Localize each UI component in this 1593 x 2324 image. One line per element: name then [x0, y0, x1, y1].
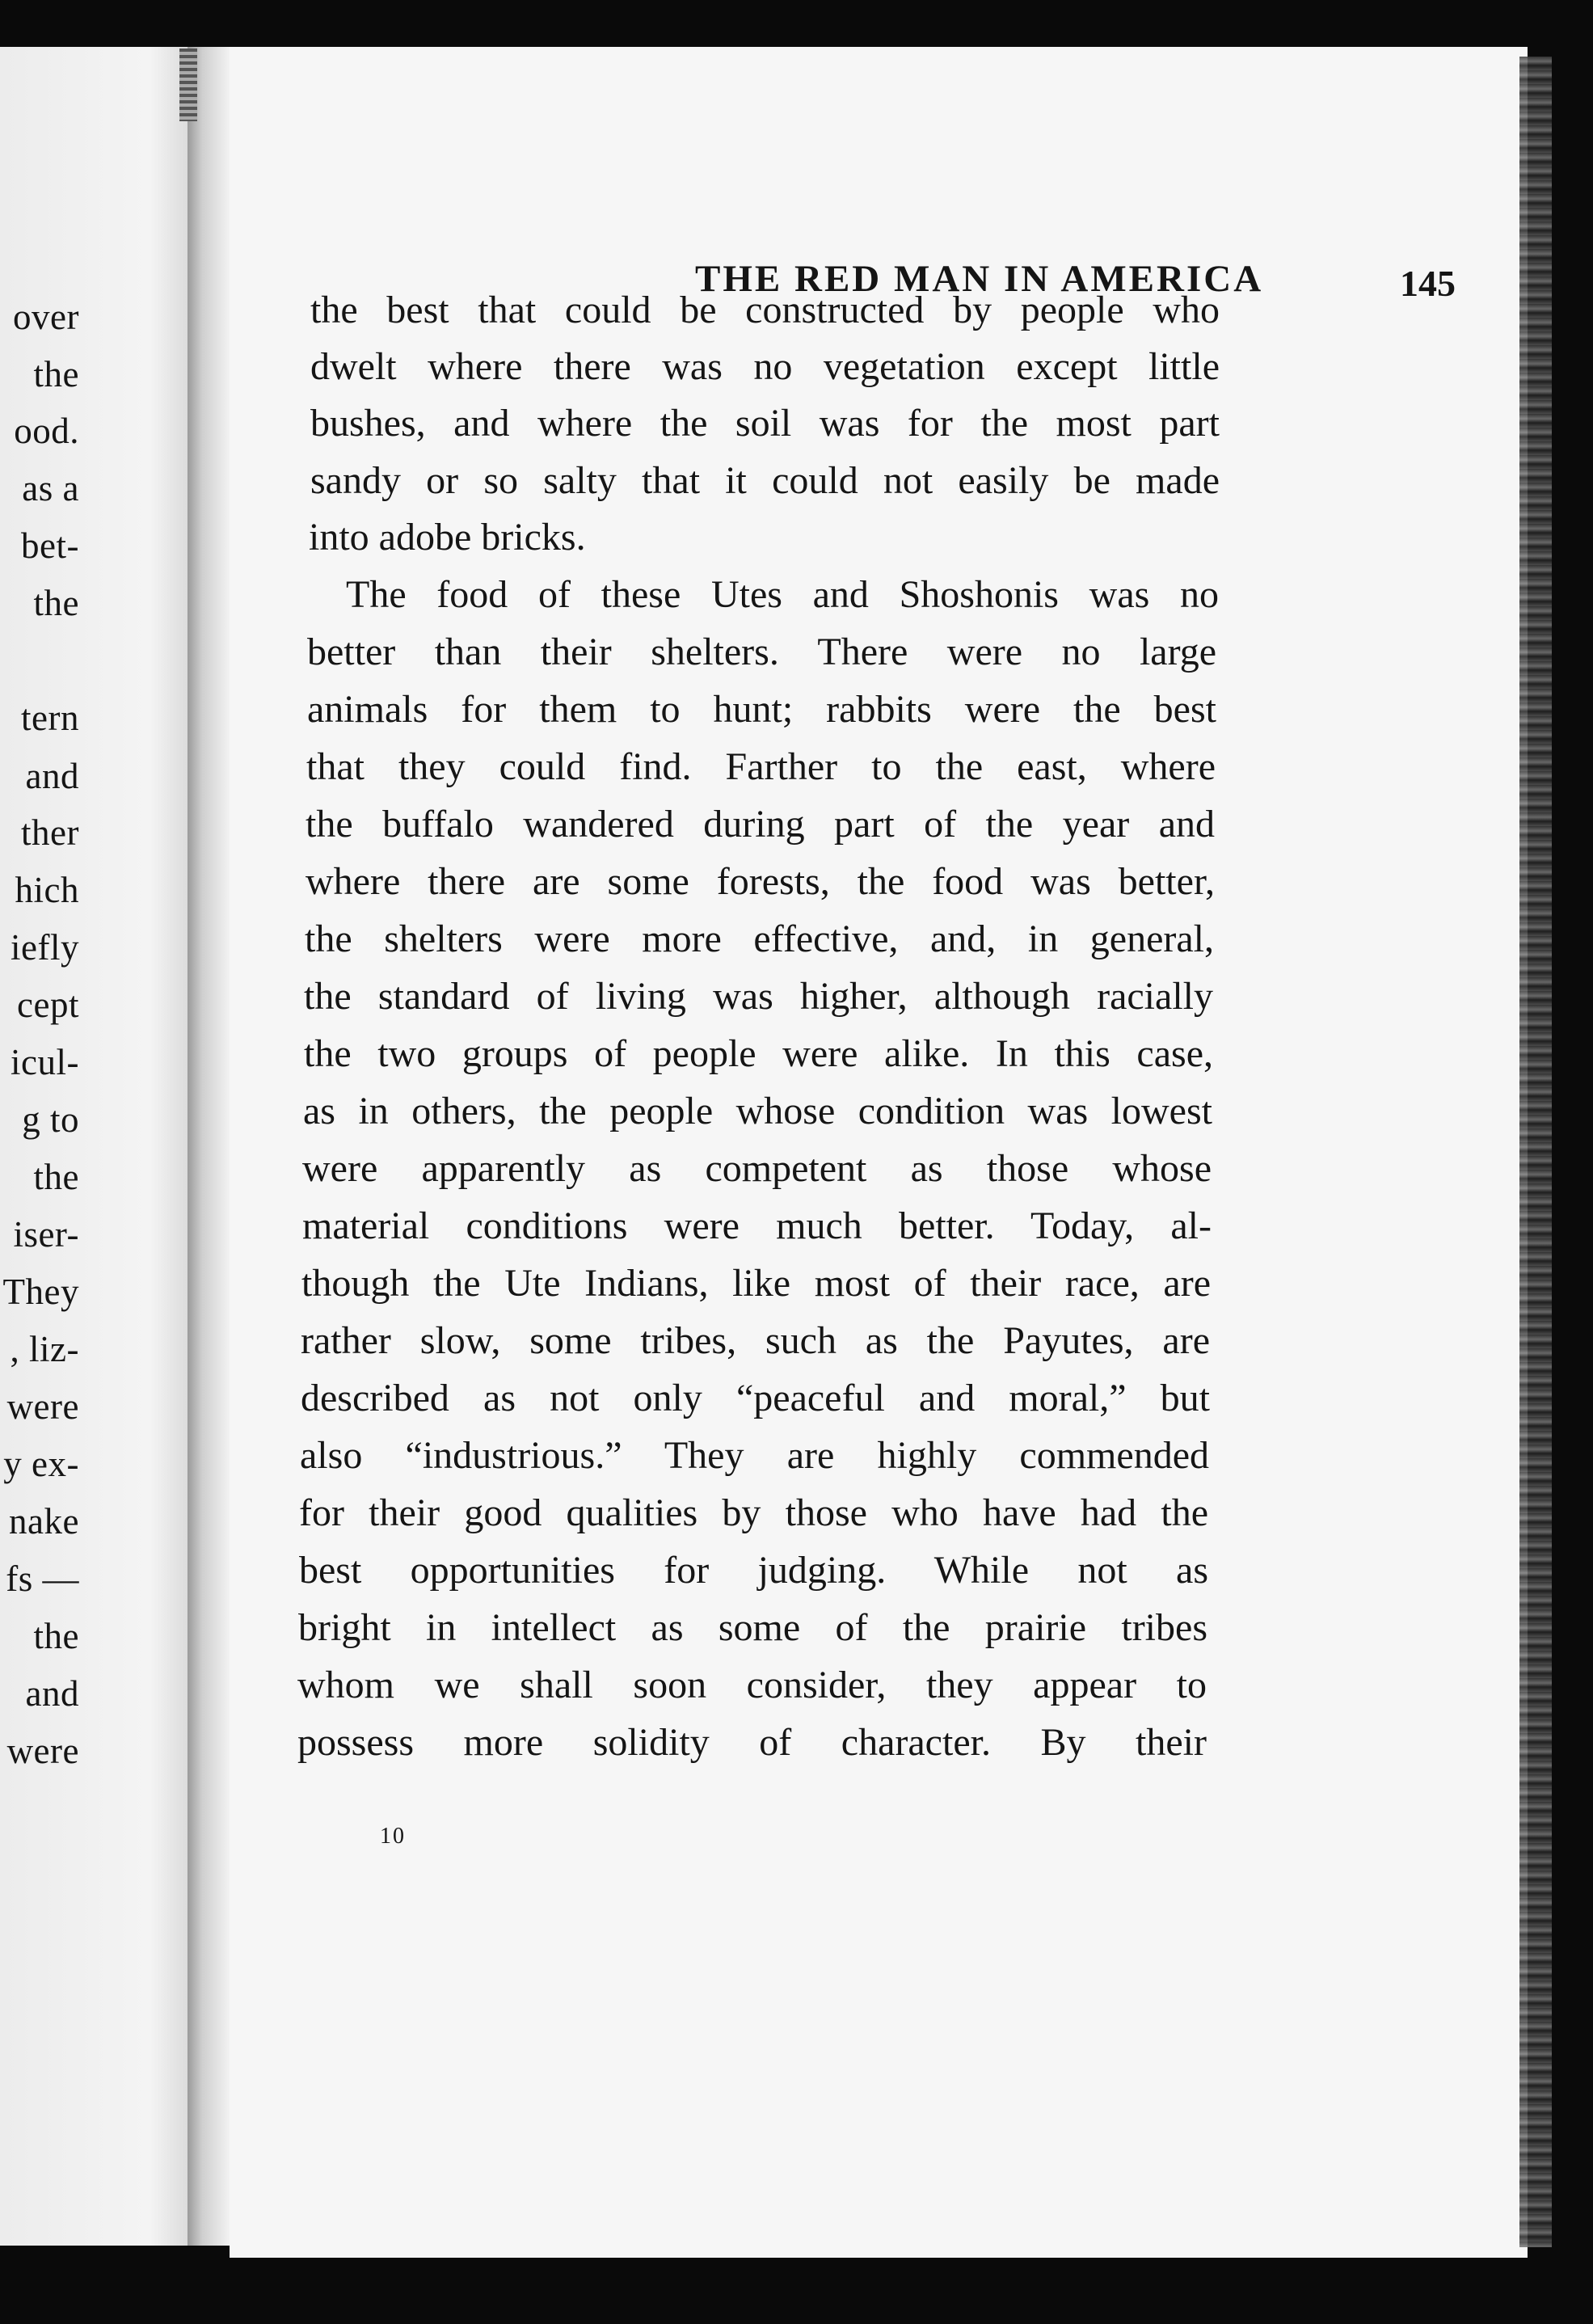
body-line: for their good qualities by those who have had the: [299, 1491, 1208, 1534]
book-gutter: [188, 47, 230, 2246]
body-line: described as not only “peaceful and moral,” but: [301, 1377, 1210, 1419]
left-page-line: g to: [22, 1099, 79, 1140]
left-page-line: were: [6, 1386, 79, 1427]
body-line: though the Ute Indians, like most of their race, are: [301, 1262, 1211, 1305]
body-line: bright in intellect as some of the prairie tribes: [298, 1606, 1207, 1649]
body-line: into adobe bricks.: [309, 516, 586, 559]
left-page-line: ood.: [14, 411, 79, 451]
left-page-line: cept: [17, 985, 79, 1025]
left-page: [0, 47, 188, 2246]
body-line: the best that could be constructed by people who: [310, 289, 1220, 331]
body-line: as in others, the people whose condition was lowest: [303, 1090, 1212, 1132]
body-line: bushes, and where the soil was for the most part: [310, 402, 1220, 445]
left-page-line: fs —: [6, 1558, 79, 1599]
body-line: the standard of living was higher, although racially: [304, 975, 1213, 1018]
body-line: rather slow, some tribes, such as the Payutes, are: [301, 1319, 1210, 1362]
body-line: the two groups of people were alike. In this case,: [304, 1032, 1213, 1075]
left-page-line: and: [25, 756, 79, 796]
body-line: the shelters were more effective, and, in general,: [305, 917, 1214, 960]
body-line: where there are some forests, the food was better,: [306, 860, 1215, 903]
left-page-line: over: [13, 297, 79, 337]
left-page-line: ther: [21, 812, 79, 853]
left-page-line: They: [2, 1272, 79, 1312]
body-line: whom we shall soon consider, they appear to: [297, 1664, 1207, 1706]
body-line: the buffalo wandered during part of the year and: [306, 803, 1215, 846]
left-page-line: the: [33, 583, 79, 623]
body-line: better than their shelters. There were no large: [307, 631, 1216, 673]
page-edge: [1519, 57, 1552, 2247]
body-line: that they could find. Farther to the east, where: [306, 745, 1216, 788]
body-line: also “industrious.” They are highly commended: [300, 1434, 1209, 1477]
left-page-line: iefly: [11, 927, 79, 968]
left-page-line: were: [6, 1731, 79, 1771]
left-page-line: y ex-: [3, 1444, 79, 1484]
body-line: best opportunities for judging. While not as: [299, 1549, 1208, 1592]
page-number: 145: [1400, 263, 1456, 304]
body-line: were apparently as competent as those whose: [302, 1147, 1212, 1190]
left-page-line: hich: [15, 870, 79, 910]
body-line: dwelt where there was no vegetation except little: [310, 345, 1220, 388]
body-line: animals for them to hunt; rabbits were the best: [307, 688, 1216, 731]
left-page-line: the: [33, 354, 79, 394]
left-page-line: , liz-: [10, 1329, 79, 1369]
left-page-line: as a: [22, 468, 79, 508]
left-page-line: and: [25, 1673, 79, 1714]
left-page-line: icul-: [11, 1042, 79, 1082]
body-line: material conditions were much better. Today, al-: [302, 1204, 1212, 1247]
signature-mark: 10: [380, 1824, 406, 1849]
left-page-line: tern: [21, 698, 79, 738]
left-page-line: the: [33, 1616, 79, 1656]
body-line: The food of these Utes and Shoshonis was no: [346, 573, 1219, 616]
binding-shadow: [179, 49, 197, 121]
left-page-line: the: [33, 1157, 79, 1197]
body-line: possess more solidity of character. By their: [297, 1721, 1207, 1764]
body-line: sandy or so salty that it could not easily be made: [310, 459, 1220, 502]
left-page-line: iser-: [13, 1214, 79, 1255]
left-page-line: nake: [9, 1501, 79, 1542]
left-page-line: bet-: [21, 525, 79, 566]
running-head: THE RED MAN IN AMERICA: [695, 258, 1264, 300]
right-page: [230, 47, 1528, 2258]
